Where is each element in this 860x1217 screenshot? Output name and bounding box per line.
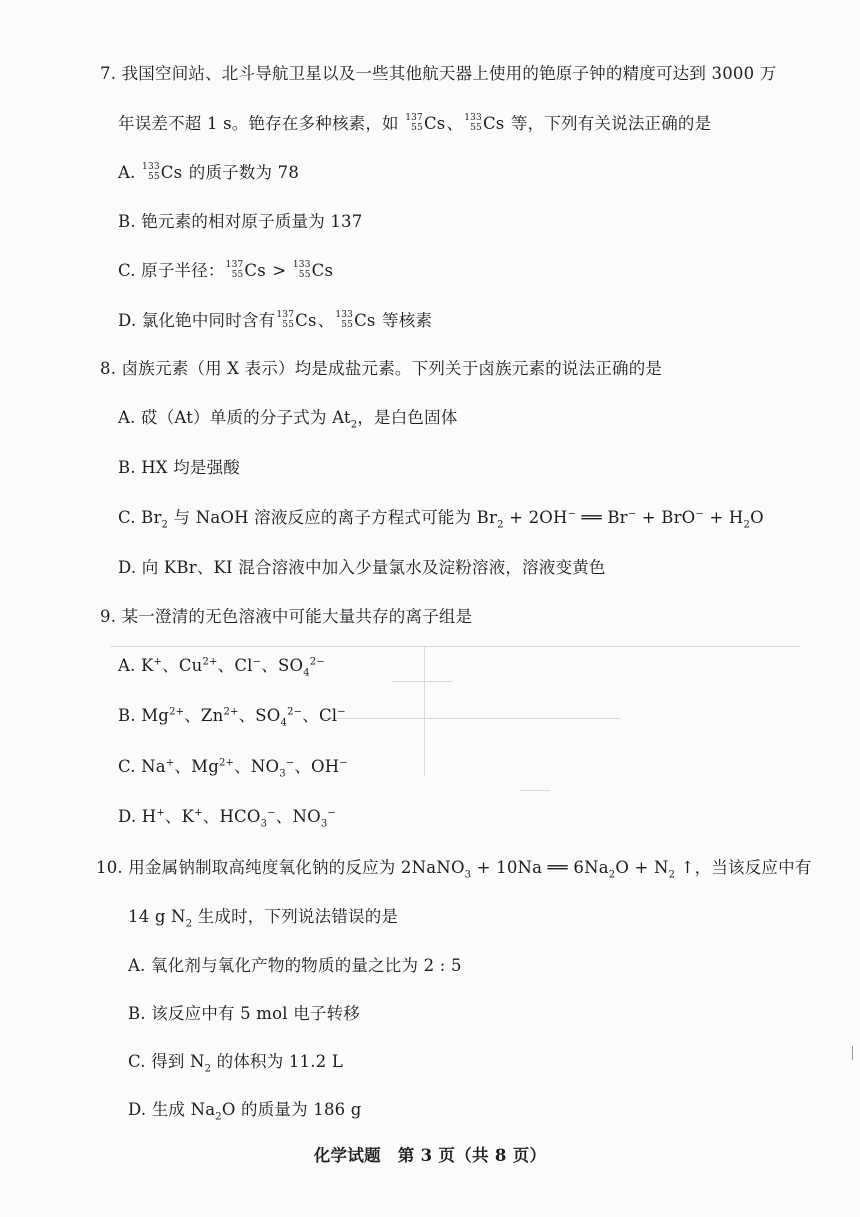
q9-option-c: C. Na+、$Mg^{2+}$、$NO_3^-$、OH−: [118, 757, 348, 780]
q7-stem-line2: 年误差不超 1 s。铯存在多种核素，如 137 55 Cs、 133 55 Cs 等，下列有关说法正确的是: [118, 112, 711, 136]
q8-stem: 8. 卤族元素（用 X 表示）均是成盐元素。下列关于卤族元素的说法正确的是: [100, 359, 663, 378]
nuclide-cs133: 133 55 Cs: [335, 309, 376, 330]
q10-option-b: B. 该反应中有 5 mol 电子转移: [128, 1004, 361, 1023]
q7-option-c: C. 原子半径： 137 55 Cs > 133 55 Cs: [118, 259, 334, 283]
q7-option-b: B. 铯元素的相对原子质量为 137: [118, 212, 363, 231]
nuclide-cs137: 137 55 Cs: [405, 112, 446, 133]
q10-option-c: C. 得到 $N_2$ 的体积为 11.2 L: [128, 1052, 344, 1075]
faint-rule: [424, 646, 425, 776]
q10-stem-line2: 14 g $N_2$ 生成时，下列说法错误的是: [128, 907, 399, 930]
q9-option-b: B. $Mg^{2+}$、$Zn^{2+}$、$SO_4^{2-}$、Cl−: [118, 706, 346, 729]
faint-rule: [392, 681, 452, 682]
q10-stem-line1: 10. 用金属钠制取高纯度氧化钠的反应为 2NaNO$_3$ + 10Na ══ $6Na_2O + N_2$ ↑，当该反应中有: [96, 858, 812, 881]
q8-option-c: C. $Br_2$ 与 NaOH 溶液反应的离子方程式可能为 $Br_2 + 2OH^-$ ══ $Br^- + BrO^- + H_2O$: [118, 508, 764, 531]
nuclide-cs133: 133 55 Cs: [292, 259, 334, 280]
nuclide-cs133: 133 55 Cs: [464, 112, 505, 133]
q7-option-a: A. 133 55 Cs 的质子数为 78: [118, 161, 299, 185]
faint-rule: [320, 718, 620, 719]
margin-mark: [852, 1046, 853, 1060]
faint-rule: [520, 790, 550, 791]
page-footer: 化学试题 第 3 页（共 8 页）: [313, 1146, 547, 1165]
nuclide-cs133: 133 55 Cs: [142, 161, 183, 182]
q10-option-a: A. 氧化剂与氧化产物的物质的量之比为 2 : 5: [128, 956, 462, 975]
q10-option-d: D. 生成 $Na_2O$ 的质量为 186 g: [128, 1100, 362, 1123]
q9-option-a: A. K+、$Cu^{2+}$、Cl−、$SO_4^{2-}$: [118, 656, 325, 679]
nuclide-cs137: 137 55 Cs: [225, 259, 266, 280]
q7-option-d: D. 氯化铯中同时含有 137 55 Cs、 133 55 Cs 等核素: [118, 309, 432, 333]
q8-option-b: B. HX 均是强酸: [118, 458, 240, 477]
faint-rule: [110, 646, 800, 647]
q9-option-d: D. H+、K+、$HCO_3^-$、$NO_3^-$: [118, 807, 336, 830]
q7-stem-line1: 7. 我国空间站、北斗导航卫星以及一些其他航天器上使用的铯原子钟的精度可达到 3000 万: [100, 64, 777, 83]
q8-option-a: A. 砹（At）单质的分子式为 $At_2$，是白色固体: [118, 408, 458, 431]
q9-stem: 9. 某一澄清的无色溶液中可能大量共存的离子组是: [100, 607, 473, 626]
nuclide-cs137: 137 55 Cs: [276, 309, 317, 330]
q8-option-d: D. 向 KBr、KI 混合溶液中加入少量氯水及淀粉溶液，溶液变黄色: [118, 558, 606, 577]
